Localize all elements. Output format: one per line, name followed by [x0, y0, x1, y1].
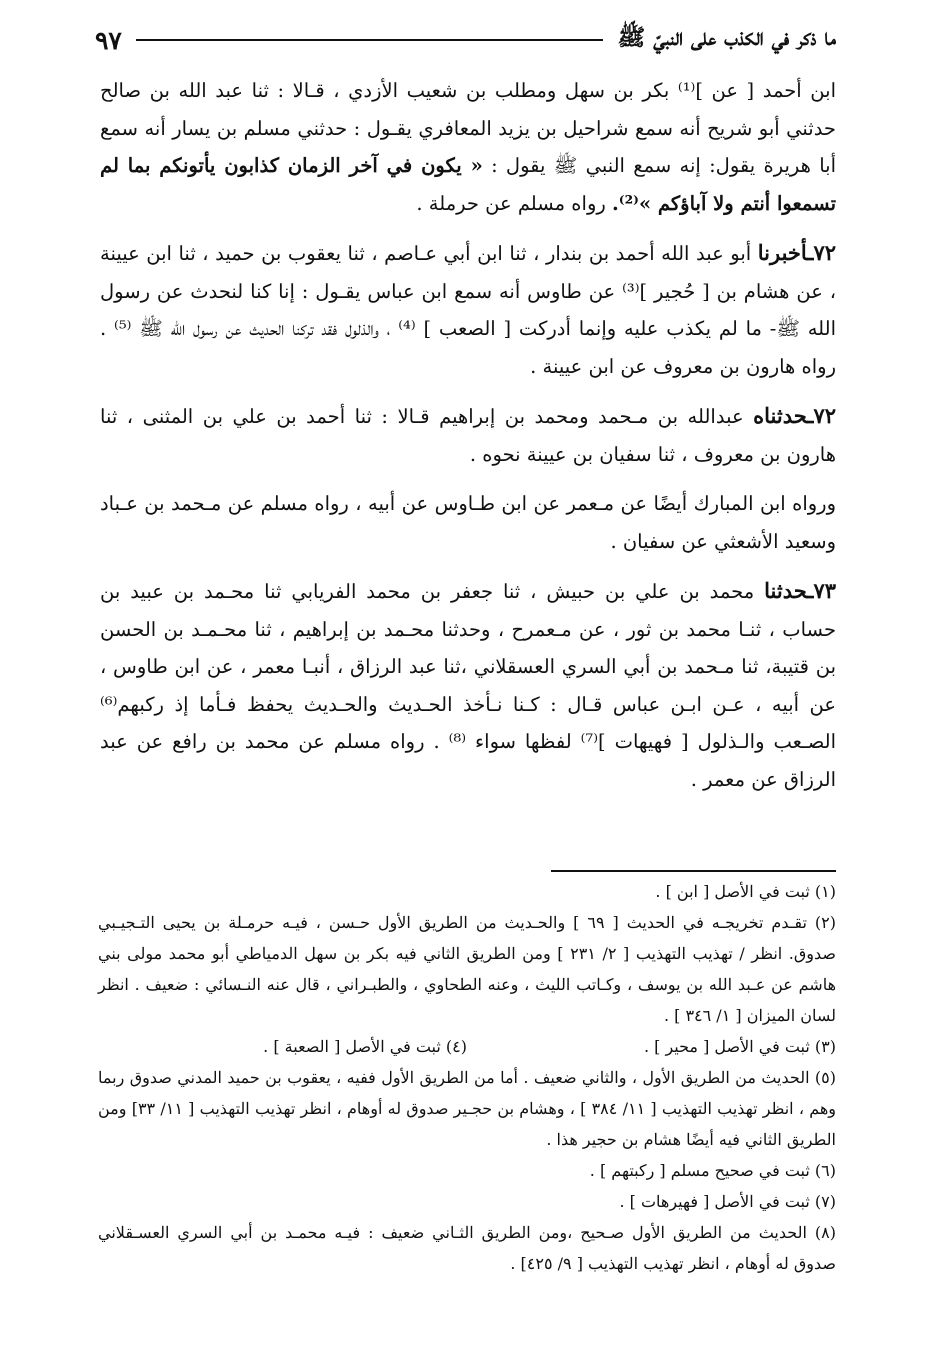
hadith-73-number: ٧٣ـحدثنا	[764, 578, 836, 603]
footnote-5: (٥) الحديث من الطريق الأول ، والثاني ضعيف . أما من الطريق الأول ففيه ، يعقوب بن حميد المدني صدوق ربما وهم ، انظر تهذيب التهذيب [ ١١/ ٣٨٤ ] ، وهشام بن حجـير صدوق له أوهام ، انظر تهذيب التهذيب [ ١١/ ٣٣] ومن الطريق الثاني فيه أيضًا هشام بن حجير هذا .	[98, 1068, 837, 1149]
hadith-72-text: أبو عبد الله أحمد بن بندار ، ثنا ابن أبي عـاصم ، ثنا يعقوب بن حميد ، ثنا ابن عيينة ، عن هشام بن [ حُجير ]⁽³⁾ عن طاوس أنه سمع ابن عباس يقـول : إنا كنا لنحدث عن رسول الله ﷺ- ما لم يكذب عليه وإنما أدركت [ الصعب ] ⁽⁴⁾ ، والذلول فقد تركنا الحديث عن رسول الله ﷺ ⁽⁵⁾ . رواه هارون بن معروف عن ابن عيينة .	[100, 242, 837, 378]
page-number: ٩٧	[95, 25, 122, 55]
hadith-73	[100, 572, 836, 798]
footnote-rule	[551, 870, 836, 872]
hadith-quote: « يكون في آخر الزمان كذابون يأتونكم بما لم تسمعوا أنتم ولا آباؤكم »⁽²⁾.	[100, 154, 836, 215]
footnote-4: (٤) ثبت في الأصل [ الصعبة ] .	[263, 1037, 467, 1056]
page-header	[95, 18, 836, 62]
running-title: ما ذكر في الكذب على النبيّ ﷺ	[617, 24, 836, 51]
footnote-3: (٣) ثبت في الأصل [ محير ] .	[643, 1037, 836, 1056]
footnote-6: (٦) ثبت في صحيح مسلم [ ركبتهم ] .	[589, 1161, 836, 1180]
hadith-72-number: ٧٢ـأخبرنا	[757, 240, 836, 265]
footnotes	[98, 876, 836, 1279]
footnote-2: (٢) تقـدم تخريجـه في الحديث [ ٦٩ ] والحـديث من الطريق الأول حـسن ، فيـه حرمـلة بن يحيى التـجيـبي صدوق. انظر / تهذيب التهذيب [ ٢/ ٢٣١ ] ومن الطريق الثاني فيه بكر بن سهل الدمياطي أبو محمد مولى بني هاشم عن عـبد الله بن يوسف ، وكـاتب الليث ، وعنه الطحاوي ، والطبـراني ، قال عنه النـسائي : ضعيف . انظر لسان الميزان [ ١/ ٣٤٦ ] .	[98, 913, 837, 1025]
paragraph-riwaya: ورواه ابن المبارك أيضًا عن مـعمر عن ابن طـاوس عن أبيه ، رواه مسلم عن مـحمد بن عـباد وسعيد الأشعثي عن سفيان .	[100, 492, 836, 553]
hadith-72	[100, 234, 836, 385]
paragraph-1-tail: رواه مسلم عن حرملة .	[416, 191, 606, 215]
hadith-72b-text: عبدالله بن مـحمد ومحمد بن إبراهيم قـالا : ثنا أحمد بن علي بن المثنى ، ثنا هارون بن معروف ، ثنا سفيان بن عيينة نحوه .	[100, 405, 836, 466]
footnote-7: (٧) ثبت في الأصل [ فهيرهات ] .	[619, 1192, 836, 1211]
footnote-8: (٨) الحديث من الطريق الأول صـحيح ،ومن الطريق الثـاني ضعيف : فيـه محمـد بن أبي السري العسـقلاني صدوق له أوهام ، انظر تهذيب التهذيب [ ٩/ ٤٢٥] .	[98, 1223, 836, 1273]
main-text	[100, 72, 836, 810]
hadith-72b-number: ٧٢ـحدثناه	[753, 403, 836, 428]
hadith-72b	[100, 397, 836, 473]
header-rule	[136, 39, 604, 41]
paragraph-1	[100, 72, 836, 222]
footnote-1: (١) ثبت في الأصل [ ابن ] .	[655, 882, 836, 901]
hadith-73-text: محمد بن علي بن حبيش ، ثنا جعفر بن محمد الفريابي ثنا محـمد بن عبيد بن حساب ، ثنـا محمد بن ثور ، عن مـعمرح ، وحدثنا محـمد بن إبراهيم ، ثنا محـمـد بن الحسن بن قتيبة، ثنا مـحمد بن أبي السري العسقلاني ،ثنا عبد الرزاق ، أنبـا معمر ، عن ابن طاوس ، عن أبيه ، عـن ابـن عباس قـال : كـنا نـأخذ الحـديث والحـديث يحفظ فـأما إذ ركبهم⁽⁶⁾ الصـعب والـذلول [ فهيهات ]⁽⁷⁾ لفظها سواء ⁽⁸⁾ . رواه مسلم عن محمد بن رافع عن عبد الرزاق عن معمر .	[100, 580, 837, 791]
paragraph-1-text: ابن أحمد [ عن ]⁽¹⁾ بكر بن سهل ومطلب بن شعيب الأزدي ، قـالا : ثنا عبد الله بن صالح حدثني أبو شريح أنه سمع شراحيل بن يزيد المعافري يقـول : حدثني مسلم بن يسار أنه سمع أبا هريرة يقول: إنه سمع النبي ﷺ يقول :	[100, 79, 836, 177]
footnote-row-3-4	[98, 1031, 836, 1062]
